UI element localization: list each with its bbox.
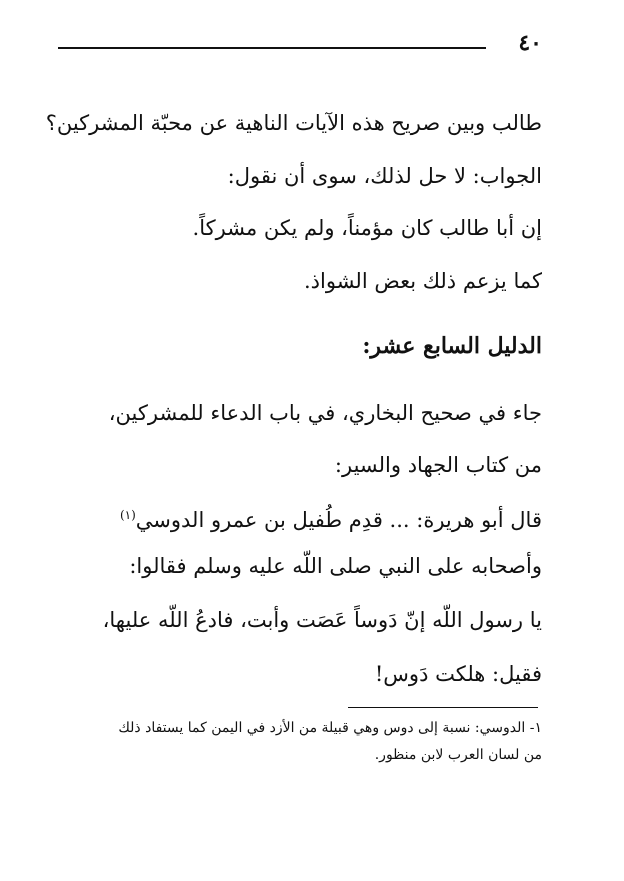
text-line: وأصحابه على النبي صلى اللّه عليه وسلم فقالوا:	[129, 554, 542, 578]
header-rule	[58, 47, 486, 49]
text-line: جاء في صحيح البخاري، في باب الدعاء للمشركين،	[108, 401, 542, 425]
text-line: إن أبا طالب كان مؤمناً، ولم يكن مشركاً.	[192, 216, 542, 240]
text-line: من كتاب الجهاد والسير:	[334, 453, 542, 477]
section-heading: الدليل السابع عشر:	[362, 333, 542, 359]
text-segment: قال أبو هريرة: ... قدِم طُفيل بن عمرو الدوسي	[135, 508, 542, 532]
page-number: ٤٠	[518, 30, 542, 56]
text-line-with-footnote	[120, 505, 542, 535]
text-line: فقيل: هلكت دَوس!	[374, 662, 542, 686]
text-line: الجواب: لا حل لذلك، سوى أن نقول:	[227, 164, 542, 188]
text-line: كما يزعم ذلك بعض الشواذ.	[303, 269, 542, 293]
text-line: طالب وبين صريح هذه الآيات الناهية عن محبّة المشركين؟	[45, 111, 542, 135]
footnote-line: من لسان العرب لابن منظور.	[374, 747, 542, 763]
footnote-reference: (١)	[119, 508, 136, 522]
footnote-line: ١- الدوسي: نسبة إلى دوس وهي قبيلة من الأزد في اليمن كما يستفاد ذلك	[118, 720, 542, 736]
text-line: يا رسول اللّه إنّ دَوساً عَصَت وأبت، فادعُ اللّه عليها،	[102, 608, 542, 632]
footnote-rule	[348, 707, 538, 708]
